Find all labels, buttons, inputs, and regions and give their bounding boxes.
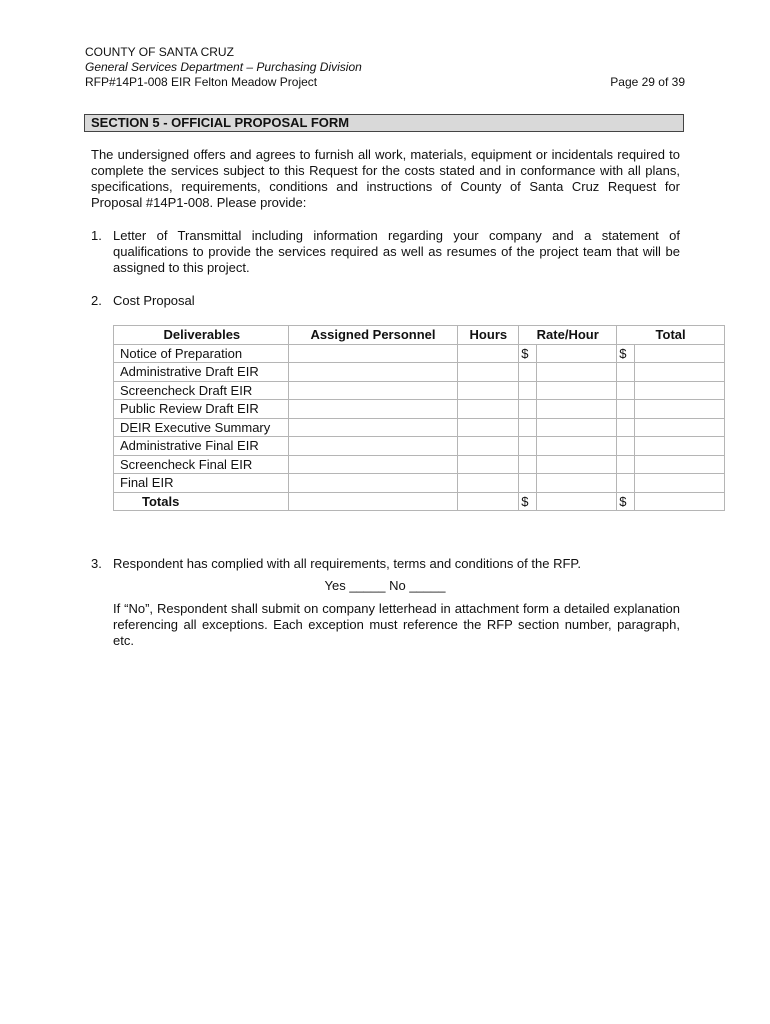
total-currency-cell [617, 474, 635, 493]
total-currency-cell: $ [617, 344, 635, 363]
rate-cell[interactable] [537, 344, 617, 363]
yes-no-line: Yes _____ No _____ [324, 578, 446, 593]
personnel-cell[interactable] [288, 400, 458, 419]
rate-cell[interactable] [537, 418, 617, 437]
table-row [114, 418, 725, 437]
deliverable-cell: Notice of Preparation [114, 344, 289, 363]
rate-currency-cell [519, 437, 537, 456]
list-item [91, 556, 680, 572]
list-item [91, 293, 680, 309]
list-text: Cost Proposal [113, 293, 195, 308]
total-currency-cell [617, 455, 635, 474]
table-row [114, 381, 725, 400]
personnel-cell[interactable] [288, 418, 458, 437]
rate-currency-cell [519, 418, 537, 437]
deliverable-cell: Final EIR [114, 474, 289, 493]
hours-cell[interactable] [458, 492, 519, 511]
total-currency-cell: $ [617, 492, 635, 511]
deliverable-cell: Public Review Draft EIR [114, 400, 289, 419]
rate-cell[interactable] [537, 474, 617, 493]
table-row [114, 437, 725, 456]
column-header-personnel: Assigned Personnel [288, 326, 458, 345]
list-number: 2. [91, 293, 102, 308]
rate-currency-cell: $ [519, 344, 537, 363]
rate-currency-cell [519, 455, 537, 474]
deliverable-cell: Administrative Final EIR [114, 437, 289, 456]
deliverable-cell: Administrative Draft EIR [114, 363, 289, 382]
page-number: Page 29 of 39 [610, 75, 685, 89]
column-header-total: Total [617, 326, 725, 345]
total-currency-cell [617, 437, 635, 456]
table-header-row [114, 326, 725, 345]
list-text: Letter of Transmittal including information regarding your company and a statement of qualifications to provide the services required as well as resumes of the project team that will be assigned to this project. [113, 228, 680, 275]
personnel-cell[interactable] [288, 437, 458, 456]
rate-currency-cell [519, 474, 537, 493]
if-no-paragraph: If “No”, Respondent shall submit on company letterhead in attachment form a detailed explanation referencing all exceptions. Each exception must reference the RFP section number, paragraph, etc. [113, 601, 680, 648]
intro-paragraph: The undersigned offers and agrees to furnish all work, materials, equipment or incidentals required to complete the services subject to this Request for the costs stated and in conformance with all plans, specifications, requirements, conditions and instructions of County of Santa Cruz Request for Proposal #14P1-008. Please provide: [91, 147, 680, 210]
rate-currency-cell: $ [519, 492, 537, 511]
rate-currency-cell [519, 381, 537, 400]
column-header-deliverables: Deliverables [114, 326, 289, 345]
rate-currency-cell [519, 363, 537, 382]
total-cell[interactable] [635, 455, 725, 474]
rate-cell[interactable] [537, 363, 617, 382]
hours-cell[interactable] [458, 474, 519, 493]
project-name: RFP#14P1-008 EIR Felton Meadow Project [85, 75, 318, 89]
rate-cell[interactable] [537, 381, 617, 400]
hours-cell[interactable] [458, 437, 519, 456]
cost-proposal-table [113, 325, 725, 511]
list-text: Respondent has complied with all requirements, terms and conditions of the RFP. [113, 556, 582, 571]
personnel-cell[interactable] [288, 381, 458, 400]
personnel-cell [288, 492, 458, 511]
totals-label: Totals [114, 492, 289, 511]
table-row [114, 363, 725, 382]
personnel-cell[interactable] [288, 363, 458, 382]
total-currency-cell [617, 381, 635, 400]
table-row [114, 400, 725, 419]
column-header-rate: Rate/Hour [519, 326, 617, 345]
table-row [114, 474, 725, 493]
column-header-hours: Hours [458, 326, 519, 345]
rate-total-cell[interactable] [537, 492, 617, 511]
total-currency-cell [617, 400, 635, 419]
total-cell[interactable] [635, 437, 725, 456]
deliverable-cell: Screencheck Final EIR [114, 455, 289, 474]
hours-cell[interactable] [458, 418, 519, 437]
total-cell[interactable] [635, 381, 725, 400]
personnel-cell[interactable] [288, 474, 458, 493]
totals-row [114, 492, 725, 511]
total-cell[interactable] [635, 400, 725, 419]
total-currency-cell [617, 418, 635, 437]
county-name: COUNTY OF SANTA CRUZ [85, 45, 234, 59]
rate-cell[interactable] [537, 455, 617, 474]
hours-cell[interactable] [458, 455, 519, 474]
total-currency-cell [617, 363, 635, 382]
table-row [114, 344, 725, 363]
page-header [85, 45, 685, 90]
rate-cell[interactable] [537, 400, 617, 419]
table-row [114, 455, 725, 474]
total-cell[interactable] [635, 474, 725, 493]
personnel-cell[interactable] [288, 344, 458, 363]
list-number: 1. [91, 228, 102, 243]
hours-cell[interactable] [458, 363, 519, 382]
grand-total-cell[interactable] [635, 492, 725, 511]
hours-cell[interactable] [458, 400, 519, 419]
personnel-cell[interactable] [288, 455, 458, 474]
deliverable-cell: DEIR Executive Summary [114, 418, 289, 437]
rate-currency-cell [519, 400, 537, 419]
total-cell[interactable] [635, 344, 725, 363]
deliverable-cell: Screencheck Draft EIR [114, 381, 289, 400]
list-number: 3. [91, 556, 102, 571]
list-item [91, 228, 680, 276]
hours-cell[interactable] [458, 381, 519, 400]
section-title: SECTION 5 - OFFICIAL PROPOSAL FORM [84, 114, 684, 132]
total-cell[interactable] [635, 418, 725, 437]
hours-cell[interactable] [458, 344, 519, 363]
department-name: General Services Department – Purchasing Division [85, 60, 362, 74]
total-cell[interactable] [635, 363, 725, 382]
rate-cell[interactable] [537, 437, 617, 456]
